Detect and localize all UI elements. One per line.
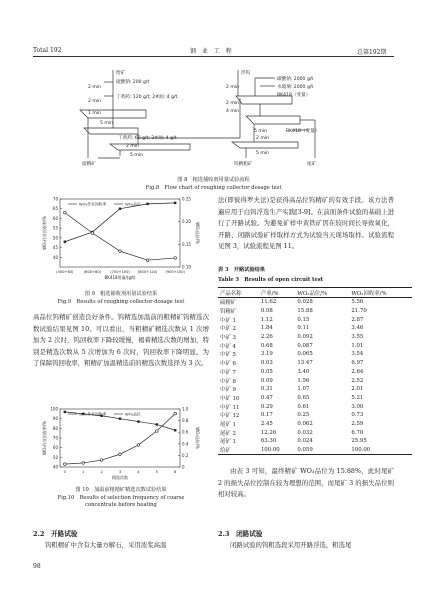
y-left-tick-label: 50	[52, 454, 58, 460]
table-cell: 中矿 10	[220, 395, 240, 402]
table-cell: 中矿 12	[220, 413, 240, 420]
series-point	[64, 411, 66, 413]
y-right-tick-label: 0.10	[182, 264, 191, 270]
y-left-tick-label: 60	[52, 445, 58, 451]
table-cell: 1.56	[297, 377, 310, 384]
table-cell: 6.70	[351, 429, 364, 436]
fig10-caption-en2: concentrate before heating	[85, 502, 157, 508]
table-row	[218, 307, 412, 316]
series-point	[64, 241, 66, 243]
series-point	[156, 430, 159, 433]
table-cell: 1.01	[351, 342, 364, 349]
fig9-caption-cn: 图 9 粗选捕收剂用量试验结果	[84, 291, 158, 297]
fig8-caption-en: Fig.8 Flow chart of roughing collector dosage test	[145, 185, 282, 191]
table-cell: 0.032	[297, 429, 313, 436]
table-cell: 5.56	[351, 299, 364, 306]
table-cell: 0.47	[260, 394, 273, 401]
table-cell: 3.46	[351, 325, 364, 332]
table-cell: 6.97	[351, 360, 364, 367]
y-left-axis-label: WO₃作业回收率/%	[42, 216, 47, 250]
table-cell: 0.062	[297, 420, 313, 427]
table-row	[218, 359, 412, 368]
table-cell: 21.70	[351, 308, 367, 315]
fig8-left-t2: 2 min	[88, 99, 102, 104]
table-cell: 中矿 9	[220, 387, 236, 394]
table-row	[218, 411, 412, 420]
table-cell: 0.05	[260, 368, 273, 375]
x-tick-label: 6	[174, 470, 177, 474]
table-row	[218, 446, 412, 455]
table-cell: 100.00	[349, 446, 412, 455]
table-cell: 中矿 11	[220, 404, 240, 411]
series-point	[64, 463, 67, 466]
x-tick-label: 4	[137, 470, 140, 474]
table-row	[218, 420, 412, 429]
y-right-tick-label: 0.25	[182, 196, 191, 202]
y-left-tick-label: 50	[52, 235, 58, 241]
table-cell: 1.07	[297, 386, 310, 393]
series-point	[119, 208, 121, 210]
table-row	[218, 437, 412, 446]
y-left-tick-label: 40	[52, 254, 58, 260]
fig8-right-t3: 4 min	[226, 109, 240, 114]
fig8-right-t1: 2 min	[226, 85, 240, 90]
fig8-right-t6: 5 min	[256, 151, 270, 156]
table-cell: 2.52	[351, 377, 364, 384]
table-cell: 1.84	[260, 325, 273, 332]
y-right-tick-label: 0.4	[182, 441, 189, 447]
fig8-right-r3: BK418（变量）	[277, 93, 311, 98]
table-cell: 0.15	[297, 316, 310, 323]
table-cell: 2.01	[351, 386, 364, 393]
fig8-caption-cn: 图 8 粗选捕收剂用量试验流程	[177, 177, 250, 183]
table-cell: 0.31	[260, 386, 273, 393]
y-left-axis-label: WO₃作业回收率/%	[42, 421, 47, 455]
table-cell: 0.028	[297, 299, 313, 306]
table3-header-cell: 产率/%	[259, 288, 296, 298]
fig8-left-t1: 2 min	[88, 85, 102, 90]
table-cell: 100.00	[259, 446, 296, 455]
table-cell: 0.024	[297, 438, 313, 445]
y-right-axis-label: WO₃品位/%	[195, 427, 200, 449]
series-point	[119, 417, 121, 419]
table-cell: 5.21	[351, 394, 364, 401]
y-left-tick-label: 45	[52, 245, 58, 251]
fig10-chart	[38, 405, 208, 483]
x-tick-label: 1	[82, 470, 85, 474]
table-cell: 0.29	[260, 403, 273, 410]
table-cell: 尾矿 2	[220, 430, 236, 437]
table-cell: 0.25	[297, 412, 310, 419]
fig8-right-raw: 浮钨	[241, 71, 251, 76]
x-tick-label: 3	[118, 470, 122, 474]
page-number: 98	[33, 563, 41, 570]
table3	[218, 287, 412, 455]
table-cell: 尾矿 1	[220, 421, 236, 428]
table-cell: 11.62	[260, 299, 277, 306]
right-top-paragraph: 法(即彼得罗夫法)是获得高品位钨精矿的有效手段。该方法普遍应用于白钨浮选生产实践[3-9]。在前面条件试验的基础上进行了开路试验。为避免矿样中黄铁矿因在较时间长导致氧化，开路、闭路试验矿样取样方式为试验当天现场取样。试验流程见图 3，试验流程见图 11。	[218, 196, 394, 251]
table-cell: 3.54	[351, 351, 364, 358]
fig8-right-out1: 钨精粗矿	[234, 162, 253, 167]
fig8-left-t3: 1 min	[88, 111, 102, 116]
table-row	[218, 376, 412, 385]
y-right-tick-label: 0.2	[182, 452, 189, 458]
y-right-tick-label: 0.20	[182, 219, 191, 225]
table-cell: 0.11	[297, 325, 310, 332]
fig9-caption-en: Fig.9 Results of roughing collector dosage test	[57, 299, 185, 305]
table-row	[218, 368, 412, 377]
series-point	[174, 412, 177, 415]
series-point	[156, 423, 158, 425]
table-cell: 中矿 4	[220, 343, 236, 350]
y-right-tick-label: 0.6	[182, 429, 189, 435]
series-line	[65, 414, 175, 464]
table-cell: 3.55	[351, 334, 364, 341]
x-tick-label: (900+150)	[165, 270, 185, 274]
fig8-left-t4: 5 min	[100, 121, 114, 126]
table-cell: 中矿 6	[220, 361, 236, 368]
table-cell: 给矿	[218, 446, 259, 455]
y-left-tick-label: 65	[52, 206, 58, 212]
table-cell: 1.12	[260, 316, 273, 323]
y-right-tick-label: 1.0	[182, 406, 189, 412]
y-right-axis-label: WO₃品位/%	[195, 222, 200, 244]
section-2-2-text: 钨粗精矿中含有大量方解石，采用浓浆高温	[45, 541, 167, 549]
table-cell: 0.03	[260, 360, 273, 367]
table-cell: 25.95	[351, 438, 367, 445]
table-cell: 0.65	[297, 394, 310, 401]
legend-label: WO₃品位	[125, 201, 141, 207]
fig8-right-t4: 5 min	[254, 129, 268, 134]
fig8-right-out2: 尾矿	[307, 162, 317, 167]
series-point	[146, 203, 148, 205]
fig8-left-raw: 给矿	[116, 71, 126, 76]
table-cell: 中矿 5	[220, 352, 236, 359]
series-point	[91, 232, 94, 235]
x-tick-label: 5	[155, 470, 158, 474]
table-row	[218, 341, 412, 350]
y-right-tick-label: 0	[182, 464, 185, 470]
table-cell: 中矿 7	[220, 369, 236, 376]
x-tick-label: 2	[100, 470, 103, 474]
fig8-left-t6: 5 min	[130, 153, 144, 158]
fig10-caption-cn: 图 10 加温前粗精矿精选次数试验结果	[75, 487, 167, 493]
table-cell: 2.64	[351, 368, 364, 375]
table-row	[218, 428, 412, 437]
fig8-left-line2: 丁黄药: 120 g/t; 2#油: 4 g/t	[116, 95, 178, 100]
series-point	[137, 420, 139, 422]
series-point	[64, 211, 67, 214]
header-rule	[33, 56, 394, 57]
series-point	[174, 429, 176, 431]
table-cell: 0.08	[260, 308, 273, 315]
table-cell: 中矿 3	[220, 335, 236, 342]
table-cell: 2.45	[260, 420, 273, 427]
table-cell: 0.17	[260, 412, 273, 419]
fig8-right-r4: BK418（变量）	[286, 129, 320, 134]
table-cell: 中矿 8	[220, 378, 236, 385]
table-cell: 0.68	[260, 342, 273, 349]
x-axis-label: 精选次数	[112, 475, 128, 480]
x-tick-label: (700+100)	[110, 270, 130, 274]
table-cell: 0.09	[260, 377, 273, 384]
section-2-3-title: 2.3 闭路试验	[218, 530, 263, 538]
table-cell: 中矿 2	[220, 326, 236, 333]
table-cell: 0.059	[295, 446, 349, 455]
y-right-tick-label: 0.15	[182, 241, 191, 247]
table-cell: 63.30	[260, 438, 277, 445]
series-point	[82, 462, 85, 465]
table-cell: 13.47	[297, 360, 313, 367]
y-left-tick-label: 40	[52, 464, 58, 470]
table-cell: 3.19	[260, 351, 273, 358]
table3-title-cn: 表 3 开路试验结果	[218, 267, 265, 273]
y-left-tick-label: 100	[50, 406, 58, 412]
table-cell: 3.40	[297, 368, 310, 375]
series-line	[65, 213, 175, 261]
table-row	[218, 315, 412, 324]
x-tick-label: (600+80)	[83, 270, 102, 274]
series-point	[119, 453, 122, 456]
y-left-tick-label: 80	[52, 425, 58, 431]
table-cell: 3.00	[351, 403, 364, 410]
header-center: 钢 业 工 程	[190, 48, 234, 55]
table-cell: 2.26	[260, 334, 273, 341]
table-row	[218, 394, 412, 403]
y-left-tick-label: 70	[52, 435, 58, 441]
series-point	[174, 257, 177, 260]
series-point	[174, 202, 176, 204]
table-cell: 中矿 1	[220, 317, 236, 324]
fig8-left-t5: 2 min	[126, 144, 140, 149]
table-cell: 尾矿 1	[220, 439, 236, 446]
fig9-chart	[38, 195, 208, 287]
table-cell: 硫精矿	[220, 300, 237, 307]
series-point	[146, 259, 149, 262]
series-point	[100, 459, 103, 462]
table-cell: 0.73	[351, 412, 364, 419]
table-row	[218, 333, 412, 342]
table-cell: 2.87	[351, 316, 364, 323]
fig8-left-line3: 丁黄药: 60 g/t; 2#油: 4 g/t	[118, 136, 177, 141]
right-bottom-paragraph: 由表 3 可知，最终精矿 WO₃品位为 15.88%，此时尾矿 2 的损失品位控制在较为理想的范围，而尾矿 3 的损失品位则相对较高。	[218, 467, 394, 499]
table3-title-en: Table 3 Results of open circuit test	[218, 277, 324, 283]
y-left-tick-label: 60	[52, 215, 58, 221]
header-right: 总第192期	[357, 49, 387, 56]
table3-header-cell: WO₃品位/%	[295, 288, 349, 298]
y-left-tick-label: 55	[52, 225, 58, 231]
fig8-right-t2: 2 min	[226, 101, 240, 106]
table-row	[218, 324, 412, 333]
fig8-right-r2: 水玻璃: 2000 g/t	[277, 85, 314, 90]
header-left: Total 192	[33, 47, 62, 54]
fig8-left-product: 硫精矿	[82, 162, 96, 167]
x-tick-label: (500+60)	[56, 270, 74, 274]
fig8-right-t5: 2 min	[256, 136, 270, 141]
fig8-left-line1: 硫酸钠: 200 g/t	[116, 80, 150, 85]
legend-label: WO₃作业回收率	[79, 411, 107, 417]
fig8-flowchart	[60, 68, 390, 174]
series-point	[137, 444, 140, 447]
legend-label: WO₃品位	[125, 411, 141, 417]
table-cell: 0.61	[297, 403, 310, 410]
table-cell: 15.88	[297, 308, 313, 315]
section-2-3-text: 闭路试验的钨粗选段采用开路浮选，粗选尾	[230, 541, 352, 549]
series-point	[119, 250, 122, 253]
x-axis-label: BK418用量/(g/t)	[104, 275, 136, 280]
table-cell: 0.092	[297, 334, 313, 341]
legend-label: WO₃作业回收率	[79, 201, 107, 207]
table-cell: 12.26	[260, 429, 277, 436]
table-row	[218, 402, 412, 411]
section-2-2-title: 2.2 开路试验	[33, 530, 78, 538]
table-cell: 2.59	[351, 420, 364, 427]
fig10-caption-en1: Fig.10 Results of selection frequency of coarse	[57, 495, 185, 501]
fig8-right-r1: 碳酸钠: 2000 g/t	[277, 77, 314, 82]
table-row	[218, 350, 412, 359]
table3-header-row	[218, 288, 412, 298]
table-cell: 钨精矿	[220, 309, 237, 316]
table3-header-cell: WO₃回收率/%	[349, 288, 412, 298]
table-cell: 0.065	[297, 351, 313, 358]
y-left-tick-label: 70	[52, 196, 58, 202]
x-tick-label: 0	[63, 470, 66, 474]
left-paragraph: 高品位钨精矿创造良好条件。钨精选加温前的粗精矿钨精选次数试验结果见图 10。可以看出，当粗精矿精选次数从 1 次增加为 2 次时，钨回收率下降较缓慢，褐着精选次数的增加，特别是精选次数从 5 次增加为 6 次时，钨回收率下降明显。为了保障钨回收率，粗精矿加温精选前的精选次数选择为 3 次。	[33, 313, 209, 368]
table3-header-cell: 产品名称	[218, 288, 259, 298]
table-row	[218, 298, 412, 307]
y-left-tick-label: 90	[52, 416, 58, 422]
x-tick-label: (800+120)	[137, 270, 158, 274]
table-row	[218, 385, 412, 394]
y-right-tick-label: 0.8	[182, 418, 189, 424]
table-cell: 0.087	[297, 342, 313, 349]
